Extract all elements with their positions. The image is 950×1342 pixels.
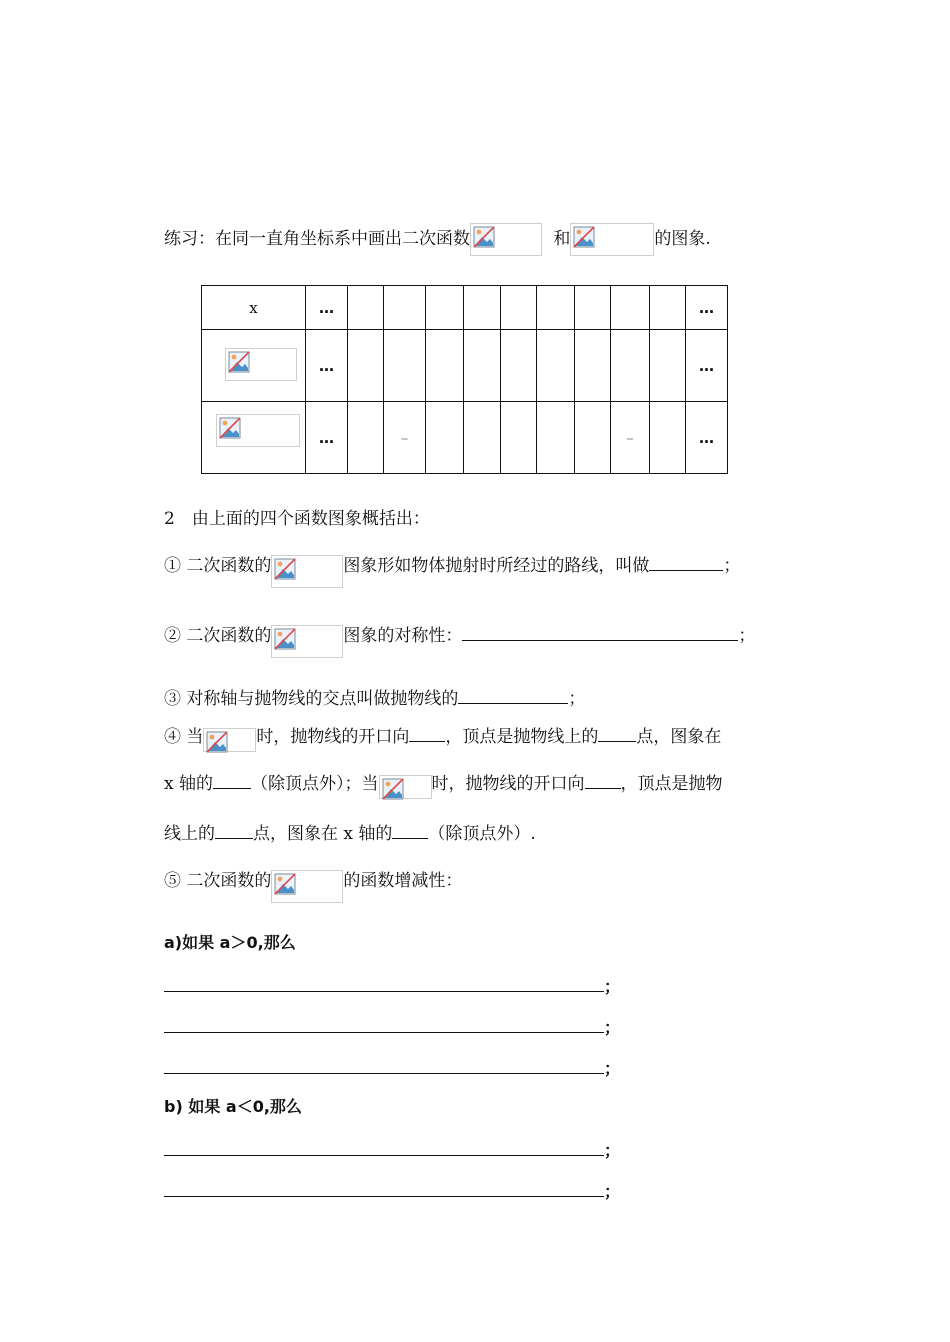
table-cell (426, 330, 464, 402)
formula-image-item4a (203, 728, 256, 752)
value-table (201, 285, 728, 474)
item3-end: ； (568, 689, 586, 709)
semicolon: ； (604, 977, 621, 996)
table-cell (611, 330, 650, 402)
item4-text: ，顶点是抛物 (620, 774, 723, 794)
item4-text: 点，图象在 (636, 727, 722, 747)
table-cell (537, 330, 575, 402)
table-cell-dots: … (306, 330, 348, 402)
item5-prefix: ⑤ 二次函数的 (164, 871, 272, 891)
image-placeholder-icon (274, 873, 296, 895)
table-cell (650, 330, 686, 402)
item1-end: ； (723, 556, 741, 576)
blank-line[interactable] (585, 772, 621, 789)
item1-suffix: 图象形如物体抛射时所经过的路线，叫做 (343, 556, 650, 576)
item2-line (164, 620, 755, 653)
image-placeholder-icon (274, 558, 296, 580)
image-placeholder-icon (382, 778, 404, 800)
table-cell (501, 286, 537, 330)
item4-text: 点，图象在 x 轴的 (253, 824, 393, 844)
blank-line[interactable] (164, 1057, 604, 1074)
item4-text: （除顶点外）；当 (251, 774, 379, 794)
item1-line (164, 550, 740, 583)
table-cell (348, 330, 384, 402)
item4-text: x 轴的 (164, 774, 213, 794)
blank-line[interactable] (462, 624, 738, 641)
table-cell-dots: … (686, 402, 728, 474)
answer-line-b1 (164, 1139, 620, 1162)
item2-end: ； (738, 626, 756, 646)
blank-line[interactable] (598, 725, 636, 742)
item5-line (164, 865, 462, 898)
table-cell (384, 286, 426, 330)
table-cell (426, 402, 464, 474)
table-cell-dots: … (306, 402, 348, 474)
formula-image-item4b (379, 775, 432, 799)
formula-image-row1 (225, 348, 297, 381)
formula-image-2 (570, 223, 654, 256)
case-b-label: b) 如果 a＜0,那么 (164, 1097, 302, 1116)
semicolon: ； (604, 1182, 621, 1201)
blank-line[interactable] (164, 975, 604, 992)
table-row-x (202, 286, 728, 330)
table-cell-formula (202, 330, 306, 402)
blank-line[interactable] (649, 554, 723, 571)
formula-image-item5 (271, 870, 343, 903)
image-placeholder-icon (274, 628, 296, 650)
table-cell-dots: … (686, 330, 728, 402)
table-cell (650, 402, 686, 474)
image-placeholder-icon (206, 731, 228, 753)
table-cell (384, 330, 426, 402)
table-cell (650, 286, 686, 330)
table-cell (575, 402, 611, 474)
table-cell (501, 330, 537, 402)
table-cell (537, 286, 575, 330)
section2-title: 2 由上面的四个函数图象概括出： (164, 509, 430, 529)
item5-suffix: 的函数增减性： (343, 871, 463, 891)
item2-suffix: 图象的对称性： (343, 626, 463, 646)
table-cell (348, 286, 384, 330)
blank-line[interactable] (215, 822, 253, 839)
table-cell (501, 402, 537, 474)
blank-line[interactable] (458, 687, 568, 704)
answer-line-a2 (164, 1016, 620, 1039)
answer-line-a3 (164, 1057, 620, 1080)
table-cell (348, 402, 384, 474)
formula-image-1 (470, 223, 542, 256)
item3-line (164, 687, 585, 710)
blank-line[interactable] (164, 1016, 604, 1033)
item4-text: 时，抛物线的开口向 (431, 774, 585, 794)
image-placeholder-icon (219, 417, 241, 439)
table-cell (464, 402, 501, 474)
intro-and: 和 (553, 229, 571, 249)
table-cell-dash: – (384, 402, 426, 474)
table-cell (426, 286, 464, 330)
item4-text: 时，抛物线的开口向 (256, 727, 410, 747)
item4-text: 线上的 (164, 824, 215, 844)
table-cell (464, 286, 501, 330)
intro-text: 练习：在同一直角坐标系中画出二次函数 (164, 229, 470, 249)
table-cell-dash: – (611, 402, 650, 474)
table-row-y2 (202, 402, 728, 474)
semicolon: ； (604, 1141, 621, 1160)
table-row-y1 (202, 330, 728, 402)
answer-line-b2 (164, 1180, 620, 1203)
table-cell (537, 402, 575, 474)
formula-image-item1 (271, 555, 343, 588)
blank-line[interactable] (164, 1180, 604, 1197)
item2-prefix: ② 二次函数的 (164, 626, 272, 646)
blank-line[interactable] (392, 822, 428, 839)
table-cell (575, 286, 611, 330)
item1-prefix: ① 二次函数的 (164, 556, 272, 576)
answer-line-a1 (164, 975, 620, 998)
blank-line[interactable] (409, 725, 445, 742)
table-cell-formula (202, 402, 306, 474)
image-placeholder-icon (473, 226, 495, 248)
item4-text: ④ 当 (164, 727, 204, 747)
blank-line[interactable] (164, 1139, 604, 1156)
item3-text: ③ 对称轴与抛物线的交点叫做抛物线的 (164, 689, 459, 709)
image-placeholder-icon (228, 351, 250, 373)
table-cell (464, 330, 501, 402)
item4-text: （除顶点外）. (428, 824, 536, 844)
intro-line (164, 223, 711, 256)
blank-line[interactable] (213, 772, 251, 789)
item4-text: ，顶点是抛物线上的 (445, 727, 599, 747)
table-cell-dots: … (686, 286, 728, 330)
table-cell (575, 330, 611, 402)
case-a-label: a)如果 a＞0,那么 (164, 933, 296, 952)
formula-image-item2 (271, 625, 343, 658)
semicolon: ； (604, 1059, 621, 1078)
item4-line1 (164, 725, 721, 750)
item4-line3 (164, 822, 536, 845)
semicolon: ； (604, 1018, 621, 1037)
item4-line2 (164, 772, 723, 797)
table-cell-x-label: x (202, 286, 306, 330)
formula-image-row2 (216, 414, 300, 447)
table-cell (611, 286, 650, 330)
intro-suffix: 的图象. (654, 229, 711, 249)
table-cell-dots: … (306, 286, 348, 330)
image-placeholder-icon (573, 226, 595, 248)
